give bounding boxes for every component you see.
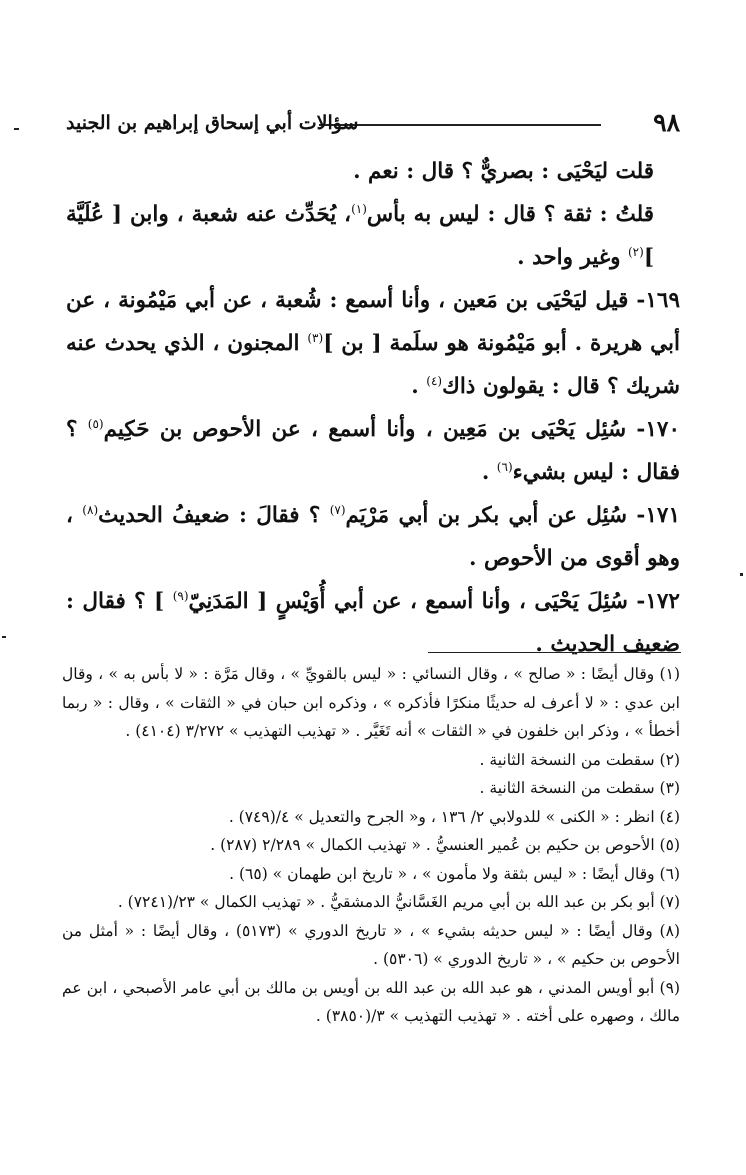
paragraph-2-text-b: ، يُحَدِّث عنه شعبة ، وابن [ عُلَيَّة ] bbox=[66, 202, 654, 270]
entry-172 bbox=[66, 580, 680, 666]
footnote-ref-7[interactable]: (٧) bbox=[329, 502, 346, 517]
footnote-1: (١) وقال أيضًا : « صالح » ، وقال النسائي : « ليس بالقويِّ » ، وقال مَرَّة : « لا بأس به » ، وقال ابن عدي : « لا أعرف له حديثًا منكرًا فأذكره » ، وذكره ابن حبان في « الثقات » ، وقال : « ربما أخطأ » ، وذكر ابن خلفون في « الثقات » أنه تَغَيَّر . « تهذيب التهذيب » ٣/٢٧٢ (٤١٠٤) . bbox=[62, 665, 680, 740]
footnote-3: (٣) سقطت من النسخة الثانية . bbox=[479, 779, 680, 797]
page-number: ٩٨ bbox=[653, 108, 680, 137]
page-header bbox=[66, 108, 680, 148]
footnote-ref-5[interactable]: (٥) bbox=[87, 416, 104, 431]
main-text bbox=[66, 150, 680, 666]
paragraph-1 bbox=[66, 150, 680, 193]
running-title: سؤالات أبي إسحاق إبراهيم بن الجنيد bbox=[66, 112, 359, 134]
footnote-ref-9[interactable]: (٩) bbox=[172, 588, 189, 603]
entry-169-text-c: . bbox=[411, 374, 427, 399]
scan-mark-mid-left bbox=[2, 636, 6, 638]
entry-169-text-b: المجنون ، الذي يحدث عنه شريك ؟ قال : يقولون ذاك bbox=[66, 331, 680, 399]
paragraph-2-text-c: وغير واحد . bbox=[517, 245, 628, 270]
footnotes bbox=[62, 660, 680, 1031]
footnote-7: (٧) أبو بكر بن عبد الله بن أبي مريم الغَسَّانيُّ الدمشقيُّ . « تهذيب الكمال » ٢٣/(٧٢٤١) . bbox=[117, 893, 680, 911]
header-rule bbox=[319, 124, 601, 126]
entry-169-text-a: ١٦٩- قيل ليَحْيَى بن مَعين ، وأنا أسمع : شُعبة ، عن أبي مَيْمُونة ، عن أبي هريرة . أبو مَيْمُونة هو سلَمة [ بن ] bbox=[66, 288, 680, 356]
footnote-separator bbox=[428, 652, 681, 653]
scan-mark-top-left bbox=[14, 128, 19, 130]
entry-170 bbox=[66, 408, 680, 494]
entry-171-text-a: ١٧١- سُئِل عن أبي بكر بن أبي مَرْيَم bbox=[345, 503, 680, 528]
entry-169 bbox=[66, 279, 680, 408]
entry-171 bbox=[66, 494, 680, 580]
footnote-ref-8[interactable]: (٨) bbox=[82, 502, 99, 517]
footnote-ref-1[interactable]: (١) bbox=[351, 201, 367, 216]
scan-mark-right bbox=[740, 573, 743, 576]
footnote-4: (٤) انظر : « الكنى » للدولابي ٢/ ١٣٦ ، و« الجرح والتعديل » ٤/(٧٤٩) . bbox=[228, 807, 680, 826]
footnote-9: (٩) أبو أويس المدني ، هو عبد الله بن عبد الله بن أويس بن مالك بن أبي عامر الأصبحي ، ابن عم مالك ، وصهره على أخته . « تهذيب التهذيب » ٣/(٣٨٥٠) . bbox=[62, 978, 680, 1025]
entry-172-text-a: ١٧٢- سُئِلَ يَحْيَى ، وأنا أسمع ، عن أبي أُوَيْسٍ [ المَدَنِيّ bbox=[188, 589, 680, 614]
footnote-ref-3[interactable]: (٣) bbox=[307, 330, 324, 345]
paragraph-1-text: قلت ليَحْيَى : بصريٌّ ؟ قال : نعم . bbox=[353, 159, 654, 184]
footnote-8: (٨) وقال أيضًا : « ليس حديثه بشيء » ، « تاريخ الدوري » (٥١٧٣) ، وقال أيضًا : « أمثل من الأحوص بن حكيم » ، « تاريخ الدوري » (٥٣٠٦) . bbox=[62, 921, 680, 968]
footnote-ref-2[interactable]: (٢) bbox=[627, 244, 644, 259]
entry-171-text-b: ؟ فقالَ : ضعيفُ الحديث bbox=[98, 503, 330, 528]
footnote-6: (٦) وقال أيضًا : « ليس بثقة ولا مأمون » ، « تاريخ ابن طهمان » (٦٥) . bbox=[229, 864, 680, 883]
footnote-ref-6[interactable]: (٦) bbox=[496, 459, 513, 474]
paragraph-2-text-a: قلتُ : ثقة ؟ قال : ليس به بأس bbox=[366, 202, 654, 227]
footnote-5: (٥) الأحوص بن حكيم بن عُمير العنسيُّ . « تهذيب الكمال » ٢/٢٨٩ (٢٨٧) . bbox=[210, 836, 680, 854]
paragraph-2 bbox=[66, 193, 680, 279]
entry-170-text-a: ١٧٠- سُئِل يَحْيَى بن مَعِين ، وأنا أسمع ، عن الأحوص بن حَكِيم bbox=[103, 417, 680, 442]
footnote-2: (٢) سقطت من النسخة الثانية . bbox=[479, 750, 680, 769]
entry-170-text-c: . bbox=[481, 460, 497, 485]
entry-172-text-b: ] ؟ فقال : ضعيف الحديث . bbox=[66, 589, 680, 657]
entry-170-text-b: ؟ فقال : ليس بشيء bbox=[66, 417, 680, 485]
footnote-ref-4[interactable]: (٤) bbox=[426, 373, 443, 388]
entry-171-text-c: ، وهو أقوى من الأحوص . bbox=[66, 503, 680, 571]
